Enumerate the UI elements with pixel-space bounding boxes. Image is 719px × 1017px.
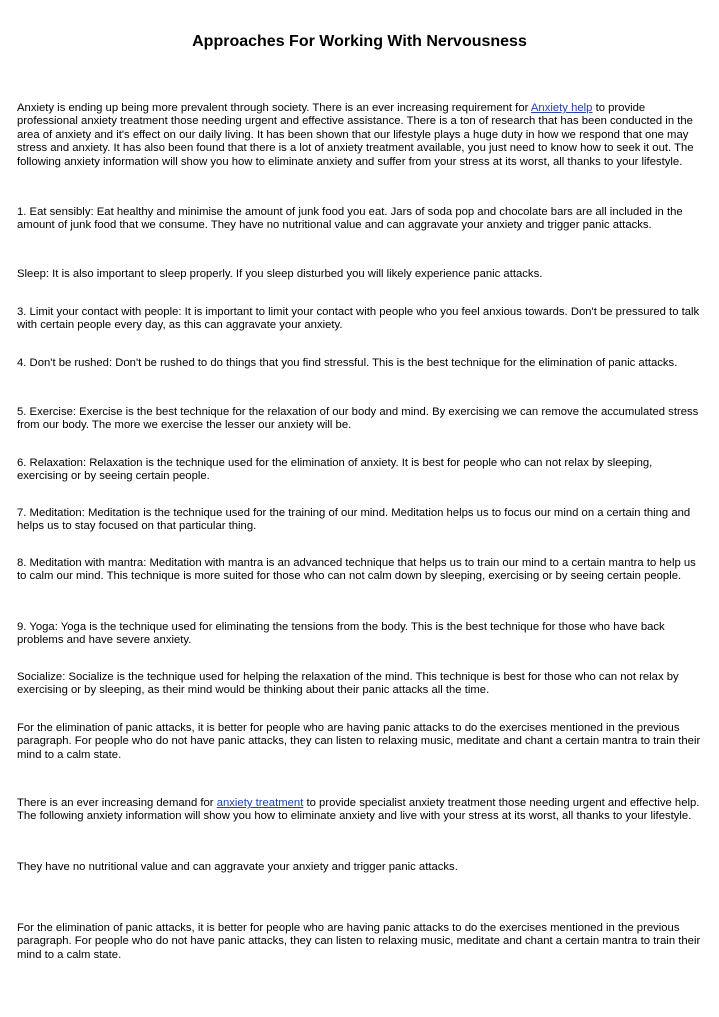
paragraph-relaxation: 6. Relaxation: Relaxation is the technique used for the elimination of anxiety. It is best for people who can not relax by sleeping, exercising or by seeing certain people. [17, 457, 653, 483]
intro-text-before: Anxiety is ending up being more prevalent through society. There is an ever increasing requirement for [17, 102, 531, 114]
paragraph-sleep: Sleep: It is also important to sleep properly. If you sleep disturbed you will likely experience panic attacks. [17, 268, 543, 280]
paragraph-limit-contact: 3. Limit your contact with people: It is important to limit your contact with people who you feel anxious towards. Don't be pressured to talk with certain people every day, as this can aggravate your anxiety. [17, 306, 700, 332]
paragraph-panic-elimination: For the elimination of panic attacks, it is better for people who are having panic attacks to do the exercises mentioned in the previous paragraph. For people who do not have panic attacks, they can listen to relaxing music, meditate and chant a certain mantra to train their mind to a calm state. [17, 722, 701, 761]
paragraph-treatment-demand [17, 797, 705, 824]
paragraph-nutritional-value: They have no nutritional value and can aggravate your anxiety and trigger panic attacks. [17, 861, 458, 873]
anxiety-help-link[interactable]: Anxiety help [530, 102, 593, 114]
treatment-text-before: There is an ever increasing demand for [17, 797, 217, 809]
anxiety-treatment-link[interactable]: anxiety treatment [216, 797, 304, 809]
treatment-text-after: to provide specialist anxiety treatment those needing urgent and effective help. The following anxiety information will show you how to eliminate anxiety and live with your stress at its worst, all thanks to your lifestyle. [17, 797, 700, 823]
paragraph-socialize: Socialize: Socialize is the technique used for helping the relaxation of the mind. This technique is best for those who can not relax by exercising or by sleeping, as their mind would be thinking about their panic attacks all the time. [17, 671, 679, 697]
paragraph-exercise: 5. Exercise: Exercise is the best technique for the relaxation of our body and mind. By exercising we can remove the accumulated stress from our body. The more we exercise the lesser our anxiety will be. [17, 406, 699, 432]
intro-paragraph [17, 102, 705, 169]
intro-text-after: to provide professional anxiety treatment those needing urgent and effective assistance. There is a ton of research that has been conducted in the area of anxiety and it's effect on our daily living. It has been shown that our lifestyle plays a huge duty in how we respond that one may stress and anxiety. It has also been found that there is a lot of anxiety treatment available, you just need to know how to seek it out. The following anxiety information will show you how to eliminate anxiety and suffer from your stress at its worst, all thanks to your lifestyle. [17, 102, 694, 168]
paragraph-panic-elimination-repeat: For the elimination of panic attacks, it is better for people who are having panic attacks to do the exercises mentioned in the previous paragraph. For people who do not have panic attacks, they can listen to relaxing music, meditate and chant a certain mantra to train their mind to a calm state. [17, 922, 701, 961]
paragraph-meditation: 7. Meditation: Meditation is the technique used for the training of our mind. Meditation helps us to focus our mind on a certain thing and helps us to stay focused on that particular thing. [17, 507, 691, 533]
page-title: Approaches For Working With Nervousness [192, 33, 527, 50]
paragraph-eat-sensibly: 1. Eat sensibly: Eat healthy and minimise the amount of junk food you eat. Jars of soda pop and chocolate bars are all included in the amount of junk food that we consume. They have no nutritional value and can aggravate your anxiety and trigger panic attacks. [17, 206, 683, 232]
paragraph-meditation-mantra: 8. Meditation with mantra: Meditation with mantra is an advanced technique that helps us to train our mind to a certain mantra to help us to calm our mind. This technique is more suited for those who can not calm down by sleeping, exercising or by seeing certain people. [17, 557, 696, 583]
paragraph-yoga: 9. Yoga: Yoga is the technique used for eliminating the tensions from the body. This is the best technique for those who have back problems and have severe anxiety. [17, 621, 665, 647]
paragraph-dont-be-rushed: 4. Don't be rushed: Don't be rushed to do things that you find stressful. This is the best technique for the elimination of panic attacks. [17, 357, 678, 369]
